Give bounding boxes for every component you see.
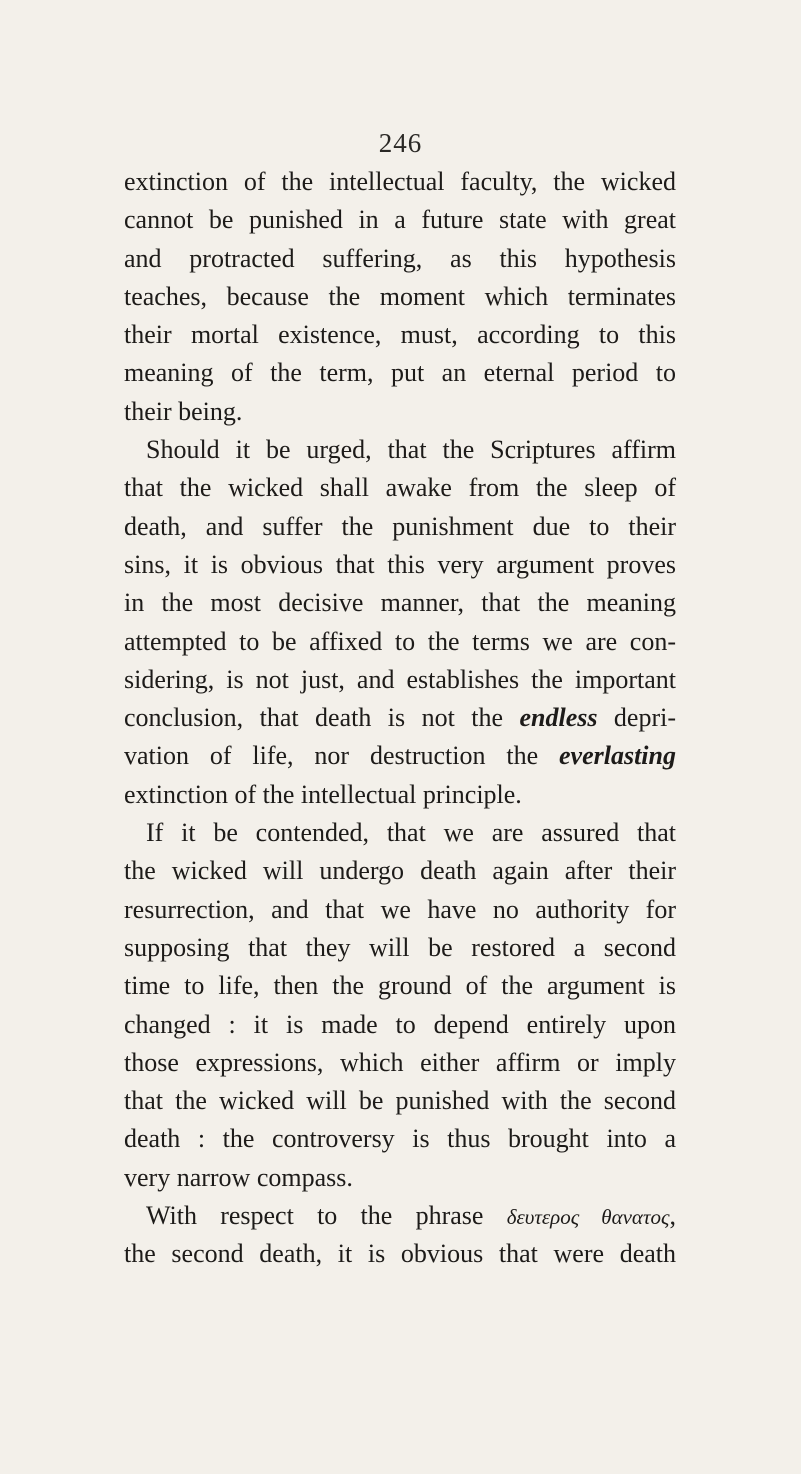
text-span: depri- bbox=[597, 703, 676, 733]
text-span: supposing that they will be restored a second bbox=[124, 932, 676, 962]
text-span: and protracted suffering, as this hypothesis bbox=[124, 243, 676, 273]
text-span: attempted to be affixed to the terms we are con- bbox=[124, 626, 676, 656]
text-span: in the most decisive manner, that the meaning bbox=[124, 588, 676, 618]
text-span: Should it be urged, that the Scriptures affirm bbox=[146, 435, 676, 465]
text-span: cannot be punished in a future state with great bbox=[124, 205, 676, 235]
text-line bbox=[124, 814, 676, 852]
text-line bbox=[124, 891, 676, 929]
text-span: time to life, then the ground of the argument is bbox=[124, 971, 676, 1001]
text-span: the second death, it is obvious that were death bbox=[124, 1239, 676, 1269]
text-span: meaning of the term, put an eternal period to bbox=[124, 358, 676, 388]
text-span: death : the controversy is thus brought into a bbox=[124, 1124, 676, 1154]
text-span: teaches, because the moment which terminates bbox=[124, 281, 676, 311]
page-number: 246 bbox=[378, 128, 423, 158]
text-line bbox=[124, 1120, 676, 1158]
text-span: vation of life, nor destruction the bbox=[124, 741, 559, 771]
text-span: sins, it is obvious that this very argument proves bbox=[124, 549, 676, 579]
greek-phrase: δευτερος θανατος bbox=[506, 1205, 670, 1230]
text-span: conclusion, that death is not the bbox=[124, 703, 520, 733]
text-span: changed : it is made to depend entirely upon bbox=[124, 1009, 676, 1039]
text-line bbox=[124, 1235, 676, 1273]
text-line bbox=[124, 469, 676, 507]
text-span: that the wicked shall awake from the sleep of bbox=[124, 473, 676, 503]
text-line bbox=[124, 623, 676, 661]
text-span: that the wicked will be punished with the second bbox=[124, 1086, 676, 1116]
text-span: those expressions, which either affirm or imply bbox=[124, 1047, 676, 1077]
text-line bbox=[124, 584, 676, 622]
text-line bbox=[124, 699, 676, 737]
text-line bbox=[124, 546, 676, 584]
text-line bbox=[124, 508, 676, 546]
text-span: , bbox=[669, 1201, 676, 1231]
text-span: With respect to the phrase bbox=[146, 1201, 507, 1231]
text-line bbox=[124, 163, 676, 201]
text-line bbox=[124, 929, 676, 967]
text-line bbox=[124, 201, 676, 239]
text-span: death, and suffer the punishment due to their bbox=[124, 511, 676, 541]
text-line bbox=[124, 1159, 676, 1197]
text-line bbox=[124, 661, 676, 699]
text-span: the wicked will undergo death again after their bbox=[124, 856, 676, 886]
text-span: extinction of the intellectual faculty, the wicked bbox=[124, 167, 676, 196]
text-span: If it be contended, that we are assured that bbox=[146, 818, 676, 848]
text-line bbox=[124, 316, 676, 354]
text-span: sidering, is not just, and establishes the important bbox=[124, 664, 676, 694]
text-span: resurrection, and that we have no authority for bbox=[124, 894, 676, 924]
text-line bbox=[124, 1197, 676, 1235]
italic-term: everlasting bbox=[559, 741, 676, 771]
text-span: their being. bbox=[124, 396, 243, 426]
text-span: very narrow compass. bbox=[124, 1162, 353, 1192]
text-span: their mortal existence, must, according to this bbox=[124, 320, 676, 350]
italic-term: endless bbox=[519, 703, 598, 733]
text-line bbox=[124, 431, 676, 469]
body-text bbox=[124, 163, 676, 1274]
text-line bbox=[124, 1082, 676, 1120]
text-line bbox=[124, 967, 676, 1005]
text-line bbox=[124, 278, 676, 316]
text-line bbox=[124, 737, 676, 775]
text-span: extinction of the intellectual principle. bbox=[124, 779, 522, 809]
text-line bbox=[124, 776, 676, 814]
text-line bbox=[124, 1006, 676, 1044]
text-line bbox=[124, 1044, 676, 1082]
text-line bbox=[124, 852, 676, 890]
text-line bbox=[124, 393, 676, 431]
text-line bbox=[124, 240, 676, 278]
text-line bbox=[124, 354, 676, 392]
